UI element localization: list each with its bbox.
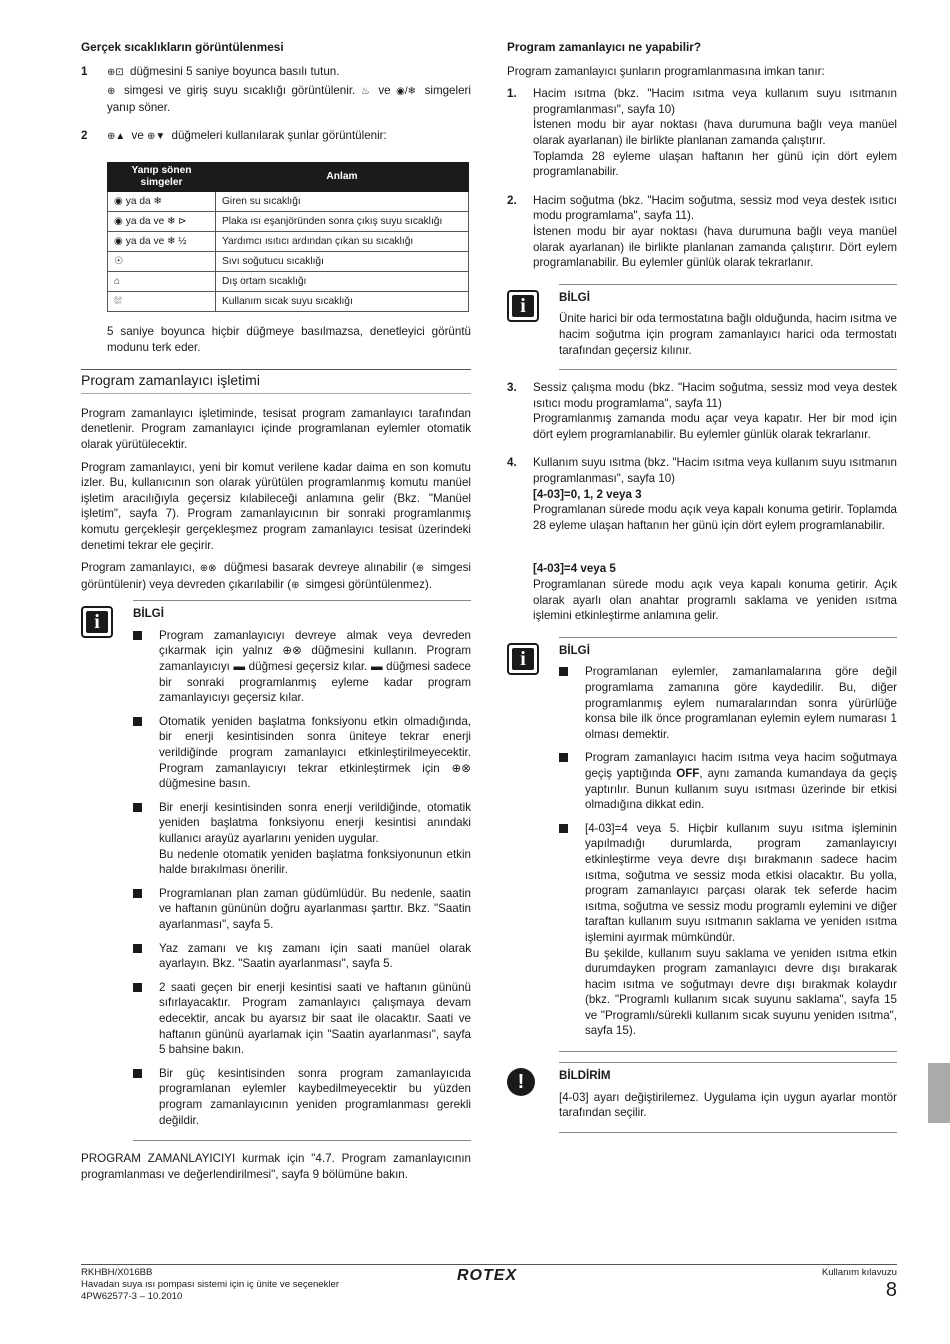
heat-icon: ◉ — [114, 235, 123, 247]
bullet-icon — [559, 667, 568, 676]
list-item: Programlanan plan zaman güdümlüdür. Bu nedenle, saatin ve haftanın gününün doğru ayarlanması şarttır. Bkz. "Saatin ayarlanması", sayfa 5. — [133, 886, 471, 933]
intro-text: Program zamanlayıcı şunların programlanmasına imkan tanır: — [507, 64, 825, 78]
list-item: Bir güç kesintisinden sonra program zamanlayıcıda programlanan eylemler kaybedilmeyecektir bu yüzden program zamanlayıcının yeniden programlanması gerekli değildir. — [133, 1066, 471, 1128]
info-note: i BİLGİ Programlanan eylemler, zamanlamalarına göre değil programlama zamanına göre kaydedilir. Bu, diğer programlanmış eylem numaralarından sonra yürürlüğe konsa bile ilk önce programlanan eylemin eylem numarası 1 olması demektir. Program zamanlayıcı hacim ısıtma veya hacim soğutmaya geçiş yaptığında OFF, aynı zamanda kumandaya da geçiş yaptırılır. Bunun kullanım suyu ısıtması üzerinde bir etkisi olmadığına dikkat edin. [4-03]=4 veya 5. Hiçbir kullanım suyu ısıtma işleminin yapılmadığı durumlarda, program zamanlayıcıyı etkinleştirme veya devre dışı bırakmanın sadece hacim ısıtma, soğutma ve sessiz moda etkisi olacaktır. Bu yolla, program zamanlayıcı parçası olarak tek seferde hacim ısıtma, soğutma ve sessiz modu programlı eylemini ve diğer taraftan kullanım suyu ısıtmanın saklama ve yeniden ısıtma işlemini ayırmak mümkündür. Bu şekilde, kullanım suyu saklama ve yeniden ısıtma etkin durumdayken program zamanlayıcı devre dışı bırakarak hacim ısıtma ve soğutmayı devre dışı bırakmak kolaydır (bkz. "Programlı kullanım sıcak suyunu saklama", sayfa 15 ve "Programlı/sürekli kullanım sıcak suyunu yeniden ısıtma", sayfa 15). — [507, 637, 897, 1052]
list-item: Yaz zamanı ve kış zamanı için saati manüel olarak ayarlayın. Bkz. "Saatin ayarlanması", sayfa 5. — [133, 941, 471, 972]
section-title: Program zamanlayıcı işletimi — [81, 369, 471, 394]
timer-button-icon: ⊕⊗ — [199, 563, 217, 575]
outdoor-temp-icon: ⌂ — [114, 275, 121, 287]
table-row: ◉ ya da ve ❄ ½ Yardımcı ısıtıcı ardından çıkan su sıcaklığı — [108, 231, 469, 251]
footer-description: Havadan suya ısı pompası sistemi için iç ünite ve seçenekler — [81, 1279, 340, 1290]
page-edge-tab — [928, 1063, 950, 1123]
timer-icon: ⊕ — [291, 579, 300, 591]
table-row: ☉ Sıvı soğutucu sıcaklığı — [108, 251, 469, 271]
bullet-icon — [559, 824, 568, 833]
bullet-icon — [133, 631, 142, 640]
down-button-icon: ⊕▼ — [147, 131, 166, 143]
list-item: Programlanan eylemler, zamanlamalarına göre değil programlama zamanına göre kaydedilir. Bu, diğer programlanmış eylem numaralarından sonra yürürlüğe konsa bile ilk önce programlanan eylemin eylem numarası 1 olması demektir. — [559, 664, 897, 742]
left-column — [81, 40, 471, 1189]
bullet-icon — [133, 889, 142, 898]
brand-logo: ROTEX — [457, 1267, 518, 1284]
paragraph: Program zamanlayıcı, ⊕⊗ düğmesi basarak devreye alınabilir (⊕ simgesi görüntülenir) veya devreden çıkarılabilir (⊕ simgesi görüntülenmez). — [81, 560, 471, 593]
list-item: Otomatik yeniden başlatma fonksiyonu etkin olmadığında, bir enerji kesintisinden sonra üniteye tekrar enerji verildiğinde program zamanlayıcı etkinleştirilmeyecektir. Program zamanlayıcıyı tekrar etkinleştirmek için ⊕⊗ düğmesine basın. — [133, 714, 471, 792]
backup-heater-icon: ❄ ½ — [167, 235, 187, 247]
inlet-icon: ⊕ — [107, 86, 116, 98]
up-button-icon: ⊕▲ — [107, 131, 126, 143]
paragraph: Program zamanlayıcı, yeni bir komut verilene kadar daima en son komutu izler. Bu, kullanıcının son olarak yürütülen programlanmış komutu manüel işletim aracılığıyla geçersiz kılabileceği anlamına gelir (Bkz. "Manüel işletim", sayfa 7). Program zamanlayıcının bir sonraki programlanmış komutu gerçekleşir gerçekleşmez program zamanlayıcı tesisat üzerindeki denetimi tekrar ele geçirir. — [81, 460, 471, 552]
bullet-icon — [133, 983, 142, 992]
plate-exchanger-icon: ❄ ⊳ — [167, 215, 187, 227]
paragraph: Program zamanlayıcı işletiminde, tesisat program zamanlayıcı tarafından denetlenir. Program zamanlayıcı içinde programlanan eylemler otomatik olarak yürütülecektir. — [81, 406, 471, 451]
info-icon: i — [507, 643, 539, 675]
right-column — [507, 40, 897, 1143]
table-row: ⛆ Kullanım sıcak suyu sıcaklığı — [108, 291, 469, 311]
list-item: 1. Hacim ısıtma (bkz. "Hacim ısıtma veya kullanım suyu ısıtmanın programlanması", sayfa 10) İstenen modu bir ayar noktası (hava durumuna bağlı veya manüel olarak ayarlanan) ile birlikte planlanan zamanda çalıştırır. Toplamda 28 eyleme ulaşan haftanın her günü için dört eylem programlanabilir. — [507, 87, 897, 179]
display-heading: Gerçek sıcaklıkların görüntülenmesi — [81, 40, 284, 54]
info-icon: i — [81, 606, 113, 638]
list-item: Program zamanlayıcıyı devreye almak veya devreden çıkarmak için yalnız ⊕⊗ düğmesini kullanın. Program zamanlayıcıyı ▬ düğmesi geçersiz kılar. ▬ düğmesi sadece bir sonraki programlanmış eyleme kadar program zamanlayıcıyı geçersiz kılar. — [133, 628, 471, 706]
table-row: ⌂ Dış ortam sıcaklığı — [108, 271, 469, 291]
step-1: 1 ⊕⊡ düğmesini 5 saniye boyunca basılı tutun. ⊕ simgesi ve giriş suyu sıcaklığı görüntülenir. ♨ ve ◉/❄ simgeleri yanıp söner. — [81, 64, 471, 114]
refrigerant-icon: ☉ — [114, 255, 123, 267]
list-item: Program zamanlayıcı hacim ısıtma veya hacim soğutmaya geçiş yaptığında OFF, aynı zamanda kumandaya da geçiş yaptırılır. Bunun kullanım suyu ısıtması üzerinde bir etkisi olmadığına dikkat edin. — [559, 750, 897, 812]
bullet-icon — [133, 944, 142, 953]
list-item: [4-03]=4 veya 5. Hiçbir kullanım suyu ısıtma işleminin yapılmadığı durumlarda, program zamanlayıcıyı etkinleştirme veya devre dışı bırakmanın sadece hacim ısıtma, soğutma ve sessiz moda etkisi olacaktır. Bu yolla, program zamanlayıcı parçası olarak tek seferde hacim ısıtma, soğutma ve sessiz modu programlı eylemini ve diğer taraftan kullanım suyu ısıtmanın saklama ve yeniden ısıtma işlemini ayırmak mümkündür. Bu şekilde, kullanım suyu saklama ve yeniden ısıtma etkin durumdayken program zamanlayıcı devre dışı bırakarak hacim ısıtma ve soğutmayı devre dışı bırakmak kolaydır (bkz. "Programlı kullanım sıcak suyunu saklama", sayfa 15 ve "Programlı/sürekli kullanım sıcak suyunu yeniden ısıtma", sayfa 15). — [559, 821, 897, 1039]
symbols-table — [107, 162, 469, 312]
list-item: 2 saati geçen bir enerji kesintisi saati ve haftanın gününü sıfırlayacaktır. Program zamanlayıcı çalışmaya devam edecektir, ancak bu ayarsız bir saat ile olacaktır. Saati ve haftanın gününü ayarlamak için "Saatin ayarlanması", sayfa 5 bahsine bakın. — [133, 980, 471, 1058]
table-header-symbols: Yanıp sönen simgeler — [108, 162, 216, 191]
step-2: 2 ⊕▲ ve ⊕▼ düğmeleri kullanılarak şunlar görüntülenir: — [81, 128, 471, 152]
bullet-icon — [133, 803, 142, 812]
warning-note: ! BİLDİRİM [4-03] ayarı değiştirilemez. Uygulama için uygun ayarlar montör tarafından seçilir. — [507, 1062, 897, 1133]
info-icon: i — [507, 290, 539, 322]
bullet-icon — [133, 717, 142, 726]
footer-docnum: 4PW62577-3 – 10.2010 — [81, 1291, 183, 1302]
warning-icon: ! — [507, 1068, 535, 1096]
display-button-icon: ⊕⊡ — [107, 66, 124, 78]
capabilities-heading: Program zamanlayıcı ne yapabilir? — [507, 40, 702, 54]
list-item: Bir enerji kesintisinden sonra enerji verildiğinde, otomatik yeniden başlatma fonksiyonu enerji kesintisi anındaki kullanıcı arayüz ayarlarını yeniden uygular. Bu nedenle otomatik yeniden başlatma fonksiyonunun etkin halde bırakılması önerilir. — [133, 800, 471, 878]
timer-icon: ⊕ — [415, 563, 425, 575]
paragraph-final: PROGRAM ZAMANLAYICIYI kurmak için "4.7. Program zamanlayıcının programlanması ve değerlendirilmesi", sayfa 9 bölümüne bakın. — [81, 1152, 471, 1181]
list-item: 2. Hacim soğutma (bkz. "Hacim soğutma, sessiz mod veya destek ısıtıcı modu programlama", sayfa 11). İstenen modu bir ayar noktası (hava durumuna bağlı veya manüel olarak ayarlanan) ile birlikte planlanan zamanda çalıştırır. Dört eylem programlanabilir. Bu eylemler günlük olarak tekrarlanır. — [507, 193, 897, 270]
note-title: BİLGİ — [133, 607, 164, 621]
table-header-meaning: Anlam — [216, 162, 469, 191]
info-note — [81, 600, 471, 1141]
list-item: 3. Sessiz çalışma modu (bkz. "Hacim soğutma, sessiz mod veya destek ısıtıcı modu programlama", sayfa 11) Programlanmış zamanda modu açar veya kapatır. Her bir mod için dört eylem programlanabilir. Bu eylemler günlük olarak tekrarlanır. — [507, 381, 897, 441]
table-row: ◉ ya da ❄ Giren su sıcaklığı — [108, 191, 469, 211]
page-number: 8 — [885, 1279, 897, 1301]
bullet-icon — [133, 1069, 142, 1078]
hot-water-icon: ⛆ — [114, 295, 122, 307]
bullet-icon — [559, 753, 568, 762]
info-note: i BİLGİ Ünite harici bir oda termostatına bağlı olduğunda, hacim ısıtma ve hacim soğutma için program zamanlayıcı harici oda termostatı tarafından geçersiz kılınır. — [507, 284, 897, 370]
heat-cool-icon: ◉/❄ — [396, 86, 417, 98]
page-footer — [81, 1264, 897, 1302]
footer-model: RKHBH/X016BB — [81, 1267, 153, 1278]
heat-icon: ◉ — [114, 215, 123, 227]
table-row: ◉ ya da ve ❄ ⊳ Plaka ısı eşanjöründen sonra çıkış suyu sıcaklığı — [108, 211, 469, 231]
list-item: 4. Kullanım suyu ısıtma (bkz. "Hacim ısıtma veya kullanım suyu ısıtmanın programlanması", sayfa 10) [4-03]=0, 1, 2 veya 3 Programlanan sürede modu açık veya kapalı konuma getirir. Toplamda 28 eyleme ulaşan haftanın her günü için dört eylem programlanabilir. [4-03]=4 veya 5 Programlanan sürede modu açık veya kapalı konuma getirir. Açık olarak ayarlı olan anahtar programlı saklama ve yeniden ısıtma işlemini etkinleştirme anlamına gelir. — [507, 456, 897, 623]
heat-icon: ◉ — [114, 195, 123, 207]
cool-icon: ❄ — [153, 195, 162, 207]
footer-manual: Kullanım kılavuzu — [821, 1267, 897, 1278]
heat-icon: ♨ — [360, 86, 370, 98]
after-table-text: 5 saniye boyunca hiçbir düğmeye basılmazsa, denetleyici görüntü modunu terk eder. — [107, 324, 471, 354]
